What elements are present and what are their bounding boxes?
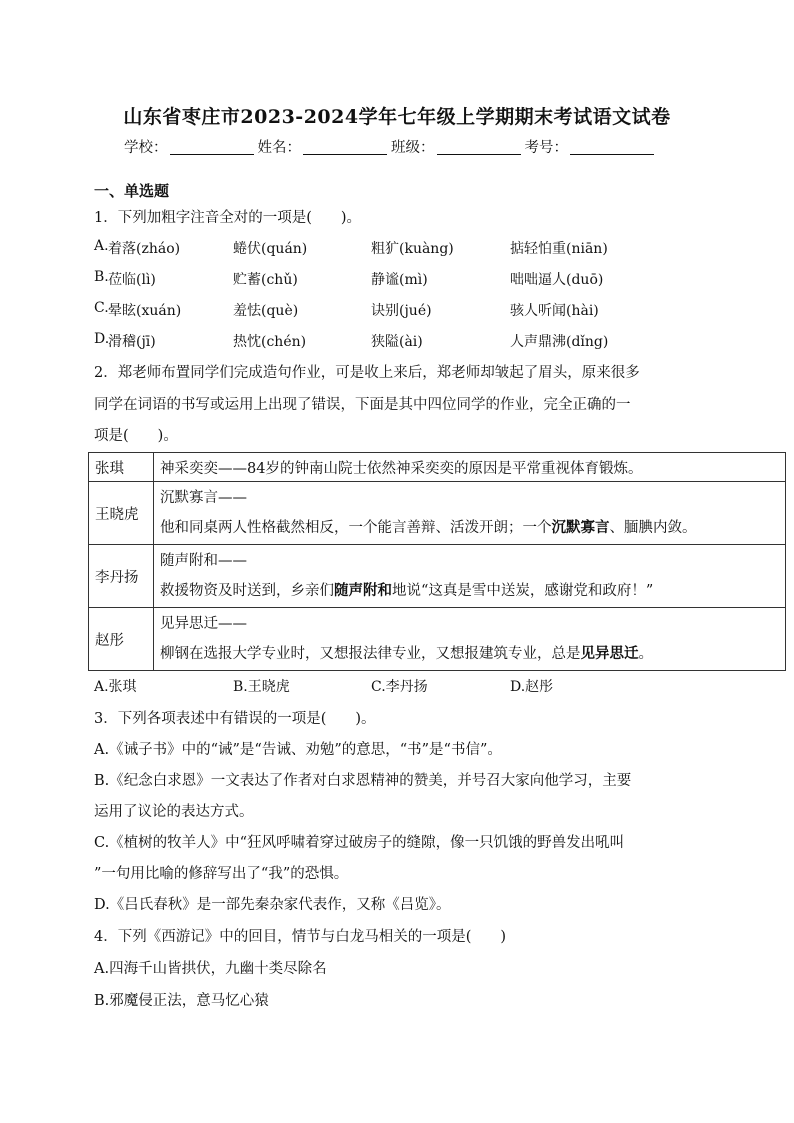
bold-idiom: 随声附和 (334, 582, 392, 599)
student-answer (154, 608, 786, 671)
question-1-stem: 1．下列加粗字注音全对的一项是( )。 (94, 210, 362, 226)
bold-idiom: 沉默寡言 (551, 519, 610, 536)
q3-option-b-line1: B.《纪念白求恩》一文表达了作者对白求恩精神的赞美，并号召大家向他学习，主要 (94, 773, 632, 789)
q3-option-d: D.《吕氏春秋》是一部先秦杂家代表作，又称《吕览》。 (94, 897, 451, 913)
question-2-stem-line1: 2．郑老师布置同学们完成造句作业，可是收上来后，郑老师却皱起了眉头，原来很多 (94, 365, 640, 381)
option-word: 人声鼎沸(dǐng) (510, 334, 609, 350)
table-row (89, 608, 786, 671)
option-word: 蜷伏(quán) (233, 241, 308, 257)
option-letter: D. (94, 331, 110, 347)
student-sentence: 神采奕奕——84岁的钟南山院士依然神采奕奕的原因是平常重视体育锻炼。 (154, 453, 786, 482)
option-word: 滑稽(jī) (108, 334, 156, 350)
question-3-stem: 3．下列各项表述中有错误的一项是( )。 (94, 711, 376, 727)
student-info-line (124, 136, 658, 157)
option-word: 诀别(jué) (371, 303, 432, 319)
exam-no-blank[interactable] (570, 138, 654, 155)
q3-option-c-line2: ”一句用比喻的修辞写出了“我”的恐惧。 (94, 866, 349, 882)
q3-option-c-line1: C.《植树的牧羊人》中“狂风呼啸着穿过破房子的缝隙，像一只饥饿的野兽发出吼叫 (94, 835, 625, 851)
option-word: 粗犷(kuàng) (371, 241, 454, 257)
q2-answer-table (88, 452, 786, 671)
school-label: 学校： (124, 140, 168, 156)
option-word: 莅临(lì) (108, 272, 156, 288)
table-row (89, 453, 786, 482)
option-word: 骇人听闻(hài) (510, 303, 599, 319)
q4-option-a: A.四海千山皆拱伏，九幽十类尽除名 (94, 961, 327, 977)
option-word: 羞怯(què) (233, 303, 299, 319)
student-sentence: 救援物资及时送到，乡亲们随声附和地说“这真是雪中送炭，感谢党和政府！” (160, 582, 654, 599)
option-word: 着落(zháo) (108, 241, 181, 257)
student-word: 见异思迁—— (160, 616, 247, 632)
name-blank[interactable] (303, 138, 387, 155)
question-2-stem-line2: 同学在词语的书写或运用上出现了错误，下面是其中四位同学的作业，完全正确的一 (94, 397, 631, 413)
option-letter: B. (94, 269, 109, 285)
bold-idiom: 见异思迁 (580, 645, 639, 662)
student-answer (154, 545, 786, 608)
q4-option-b: B.邪魔侵正法，意马忆心猿 (94, 993, 269, 1009)
option-word: 热忱(chén) (233, 334, 307, 350)
exam-title: 山东省枣庄市2023-2024学年七年级上学期期末考试语文试卷 (123, 106, 671, 128)
option-word: 晕眩(xuán) (108, 303, 182, 319)
option-word: 静谧(mì) (371, 272, 428, 288)
option-word: 贮蓄(chǔ) (233, 272, 298, 288)
student-name: 王晓虎 (89, 482, 154, 545)
student-word: 随声附和—— (160, 553, 247, 569)
student-word: 沉默寡言—— (160, 490, 247, 506)
student-name: 张琪 (89, 453, 154, 482)
question-2-stem-line3: 项是( )。 (94, 428, 178, 444)
option-letter: A. (94, 238, 109, 254)
option-word: 掂轻怕重(niān) (510, 241, 608, 257)
exam-no-label: 考号： (524, 140, 568, 156)
student-name: 赵彤 (89, 608, 154, 671)
option-letter: C. (94, 300, 109, 316)
option-b: B.王晓虎 (233, 679, 290, 695)
class-blank[interactable] (437, 138, 521, 155)
option-d: D.赵彤 (510, 679, 554, 695)
option-word: 狭隘(ài) (371, 334, 423, 350)
option-word: 咄咄逼人(duō) (510, 272, 604, 288)
section-heading: 一、单选题 (94, 182, 170, 200)
school-blank[interactable] (170, 138, 254, 155)
student-name: 李丹扬 (89, 545, 154, 608)
student-answer (154, 482, 786, 545)
student-sentence: 他和同桌两人性格截然相反，一个能言善辩、活泼开朗；一个沉默寡言、腼腆内敛。 (160, 519, 697, 536)
class-label: 班级： (391, 140, 435, 156)
q3-option-a: A.《诫子书》中的“诫”是“告诫、劝勉”的意思，“书”是“书信”。 (94, 742, 502, 758)
table-row (89, 545, 786, 608)
q3-option-b-line2: 运用了议论的表达方式。 (94, 804, 254, 820)
student-sentence: 柳钢在选报大学专业时，又想报法律专业，又想报建筑专业，总是见异思迁。 (160, 645, 653, 662)
question-4-stem: 4．下列《西游记》中的回目，情节与白龙马相关的一项是( ) (94, 929, 507, 945)
option-c: C.李丹扬 (371, 679, 428, 695)
name-label: 姓名： (257, 140, 301, 156)
table-row (89, 482, 786, 545)
option-a: A.张琪 (94, 679, 137, 695)
